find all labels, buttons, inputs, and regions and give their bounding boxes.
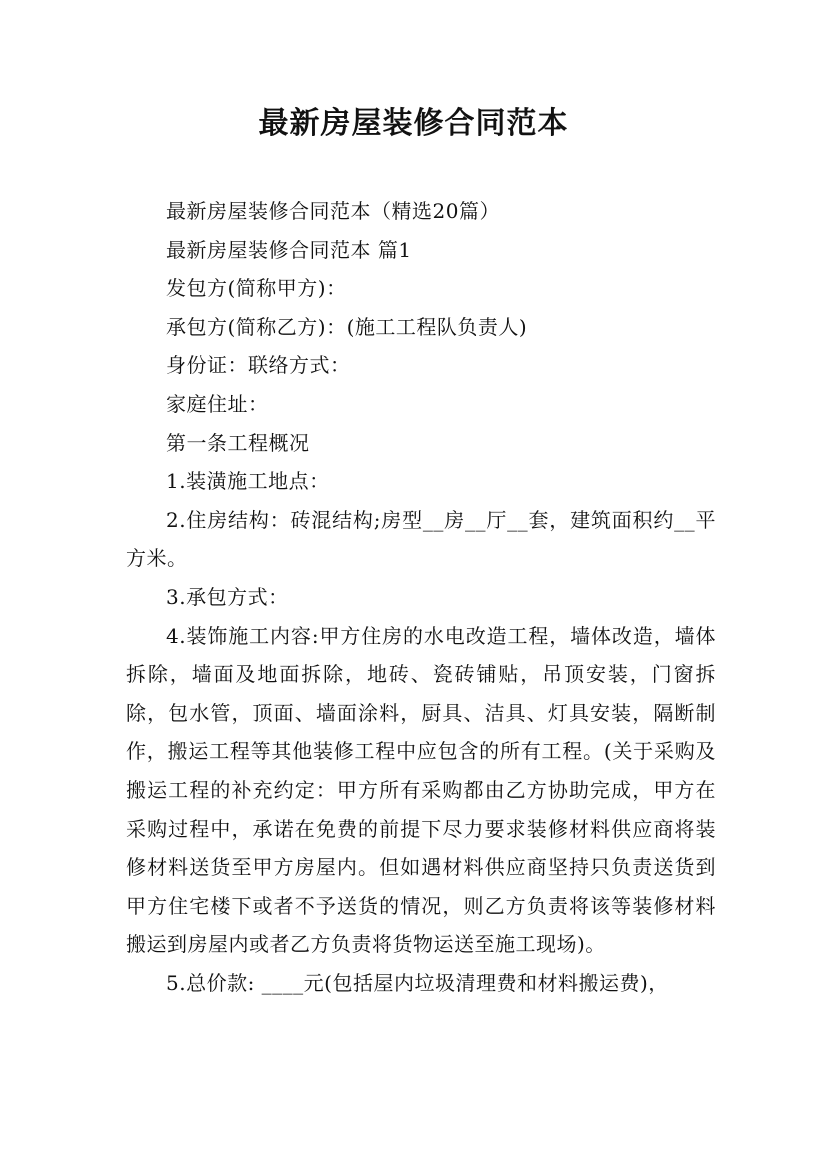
paragraph-item-5: 5.总价款: ____元(包括屋内垃圾清理费和材料搬运费)， — [166, 970, 669, 995]
paragraph-article-one: 第一条工程概况 — [166, 430, 310, 455]
paragraph-item-2: 2.住房结构：砖混结构;房型__房__厅__套，建筑面积约__平方米。 — [126, 507, 716, 571]
paragraph-subtitle: 最新房屋装修合同范本（精选20篇） — [166, 199, 500, 223]
paragraph-item-3: 3.承包方式： — [166, 584, 289, 609]
paragraph-item-1: 1.装潢施工地点： — [166, 469, 330, 494]
paragraph-item-4: 4.装饰施工内容:甲方住房的水电改造工程，墙体改造，墙体拆除，墙面及地面拆除，地砖、瓷砖铺贴，吊顶安装，门窗拆除，包水管，顶面、墙面涂料，厨具、洁具、灯具安装，隔断制作，搬运工程等其他装修工程中应包含的所有工程。(关于采购及搬运工程的补充约定：甲方所有采购都由乙方协助完成，甲方在采购过程中，承诺在免费的前提下尽力要求装修材料供应商将装修材料送货至甲方房屋内。但如遇材料供应商坚持只负责送货到甲方住宅楼下或者不予送货的情况，则乙方负责将该等装修材料搬运到房屋内或者乙方负责将货物运送至施工现场)。 — [126, 623, 716, 957]
paragraph-party-b: 承包方(简称乙方)：(施工工程队负责人) — [166, 314, 528, 339]
document-title: 最新房屋装修合同范本 — [258, 106, 569, 141]
document-body — [126, 192, 716, 1002]
paragraph-id-contact: 身份证：联络方式： — [166, 353, 351, 378]
paragraph-home-address: 家庭住址： — [166, 391, 269, 416]
paragraph-party-a: 发包方(简称甲方)： — [166, 276, 347, 301]
paragraph-section-heading: 最新房屋装修合同范本 篇1 — [166, 237, 412, 262]
